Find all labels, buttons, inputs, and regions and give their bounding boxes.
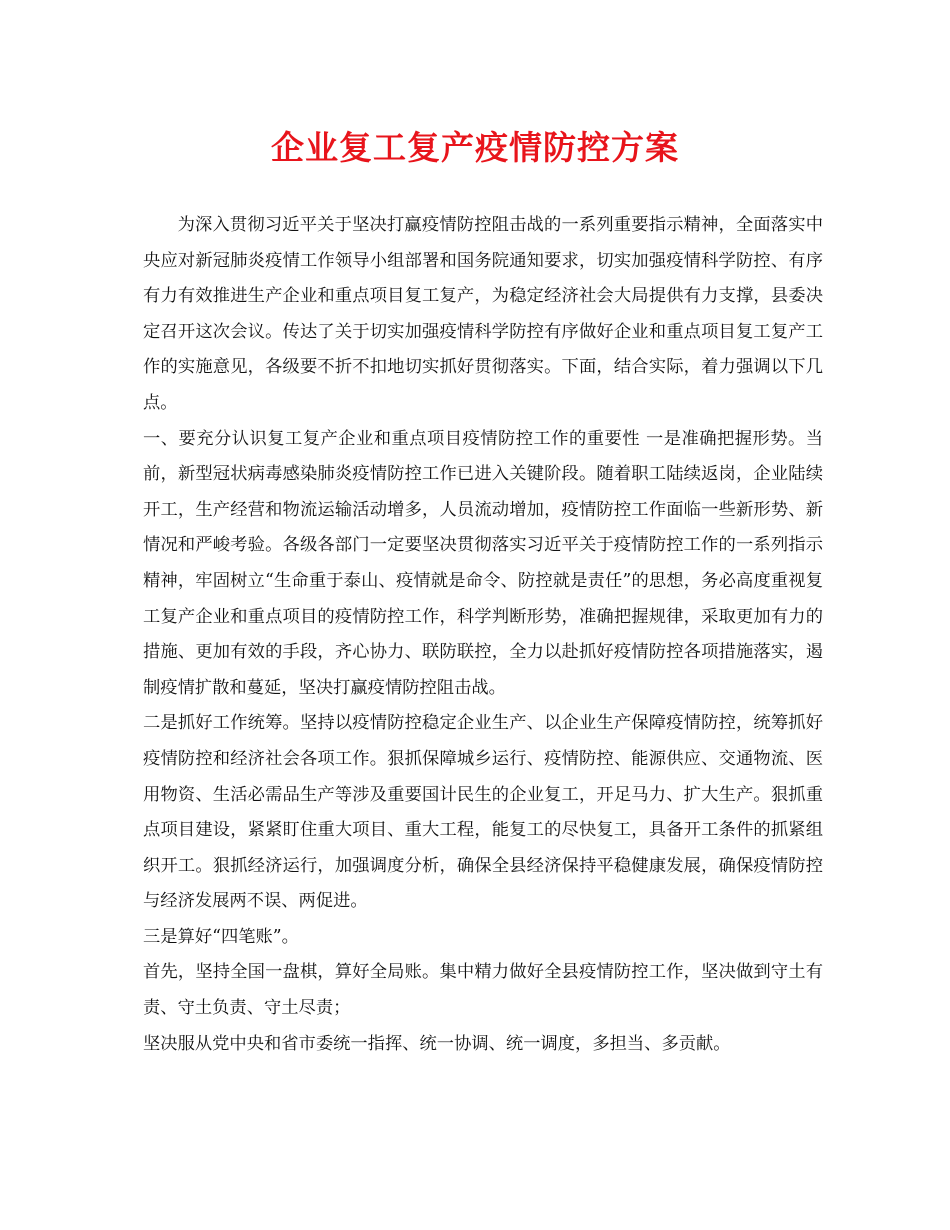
paragraph-first-account: 首先，坚持全国一盘棋，算好全局账。集中精力做好全县疫情防控工作，坚决做到守土有责、守土负责、守土尽责；	[143, 962, 823, 1019]
paragraph-obey-command: 坚决服从党中央和省市委统一指挥、统一协调、统一调度，多担当、多贡献。	[143, 1033, 731, 1054]
document-body	[143, 208, 823, 1062]
paragraph-section-3-heading: 三是算好“四笔账”。	[143, 926, 299, 947]
paragraph-section-1: 一、要充分认识复工复产企业和重点项目疫情防控工作的重要性 一是准确把握形势。当前，新型冠状病毒感染肺炎疫情防控工作已进入关键阶段。随着职工陆续返岗，企业陆续开工，生产经营和物流运输活动增多，人员流动增加，疫情防控工作面临一些新形势、新情况和严峻考验。各级各部门一定要坚决贯彻落实习近平关于疫情防控工作的一系列指示精神，牢固树立“生命重于泰山、疫情就是命令、防控就是责任”的思想，务必高度重视复工复产企业和重点项目的疫情防控工作，科学判断形势，准确把握规律，采取更加有力的措施、更加有效的手段，齐心协力、联防联控，全力以赴抓好疫情防控各项措施落实，遏制疫情扩散和蔓延，坚决打赢疫情防控阻击战。	[143, 428, 823, 698]
paragraph-section-2: 二是抓好工作统筹。坚持以疫情防控稳定企业生产、以企业生产保障疫情防控，统筹抓好疫情防控和经济社会各项工作。狠抓保障城乡运行、疫情防控、能源供应、交通物流、医用物资、生活必需品生产等涉及重要国计民生的企业复工，开足马力、扩大生产。狠抓重点项目建设，紧紧盯住重大项目、重大工程，能复工的尽快复工，具备开工条件的抓紧组织开工。狠抓经济运行，加强调度分析，确保全县经济保持平稳健康发展，确保疫情防控与经济发展两不误、两促进。	[143, 713, 823, 912]
document-title: 企业复工复产疫情防控方案	[271, 128, 679, 167]
paragraph-intro: 为深入贯彻习近平关于坚决打赢疫情防控阻击战的一系列重要指示精神，全面落实中央应对新冠肺炎疫情工作领导小组部署和国务院通知要求，切实加强疫情科学防控、有序有力有效推进生产企业和重点项目复工复产，为稳定经济社会大局提供有力支撑，县委决定召开这次会议。传达了关于切实加强疫情科学防控有序做好企业和重点项目复工复产工作的实施意见，各级要不折不扣地切实抓好贯彻落实。下面，结合实际，着力强调以下几点。	[143, 215, 823, 413]
